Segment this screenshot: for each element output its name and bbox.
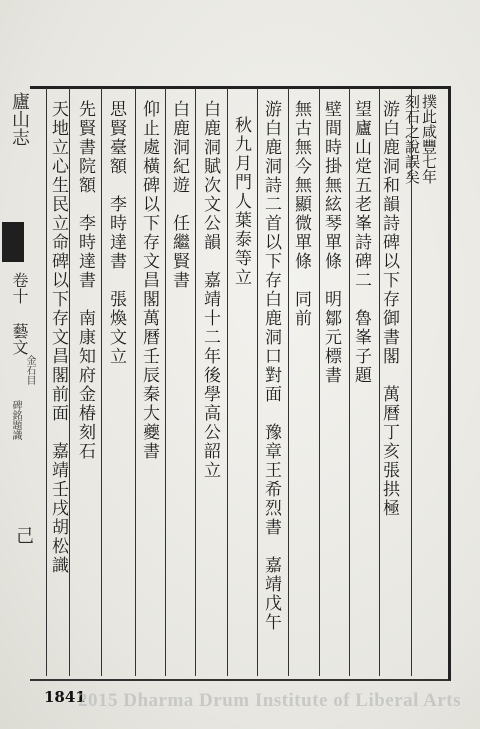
text-column-8: 秋九月門人葉泰等立 — [231, 116, 251, 287]
text-column-11: 仰止處橫碑以下存文昌閣萬曆壬辰秦大夔書 — [139, 100, 159, 461]
text-column-9: 白鹿洞賦次文公韻 嘉靖十二年後學高公韶立 — [200, 100, 220, 480]
margin-sub1: 金石目 — [24, 355, 35, 385]
margin-bottom-char: 己 — [13, 526, 34, 544]
text-column-1: 撲此咸豐七年 — [420, 94, 438, 184]
column-rule — [288, 88, 289, 676]
column-rule — [257, 88, 258, 676]
column-rule — [46, 88, 47, 676]
margin-title: 廬山志 — [9, 92, 30, 146]
column-rule — [165, 88, 166, 676]
text-column-5: 壁間時掛無絃琴單條 明鄒元標書 — [321, 100, 341, 385]
page-number: 1841 — [44, 688, 86, 706]
column-rule — [101, 88, 102, 676]
text-column-12: 思賢臺額 李時達書 張煥文立 — [106, 100, 126, 366]
text-column-14: 天地立心生民立命碑以下存文昌閣前面 嘉靖壬戌胡松識 — [48, 100, 68, 575]
column-rule — [227, 88, 228, 676]
column-rule — [349, 88, 350, 676]
margin-fish-tail — [2, 222, 24, 262]
column-rule — [319, 88, 320, 676]
text-column-3: 游白鹿洞和韻詩碑以下存御書閣 萬曆丁亥張拱極 — [379, 100, 399, 518]
watermark: 2015 Dharma Drum Institute of Liberal Arts — [78, 690, 462, 711]
text-column-6: 無古無今無顯微單條 同前 — [291, 100, 311, 328]
column-rule — [69, 88, 70, 676]
text-column-13: 先賢書院額 李時達書 南康知府金椿刻石 — [75, 100, 95, 461]
margin-sub2: 碑銘題識 — [10, 400, 21, 440]
text-column-10: 白鹿洞紀遊 任繼賢書 — [169, 100, 189, 290]
text-column-2: 刻石之說誤矣 — [403, 94, 421, 184]
text-column-7: 游白鹿洞詩二首以下存白鹿洞口對面 豫章王希烈書 嘉靖戊午 — [261, 100, 281, 632]
column-rule — [195, 88, 196, 676]
column-rule — [135, 88, 136, 676]
margin-volume: 卷十 藝文 — [10, 272, 29, 355]
text-column-4: 望廬山䟫五老峯詩碑二 魯峯子題 — [351, 100, 371, 385]
